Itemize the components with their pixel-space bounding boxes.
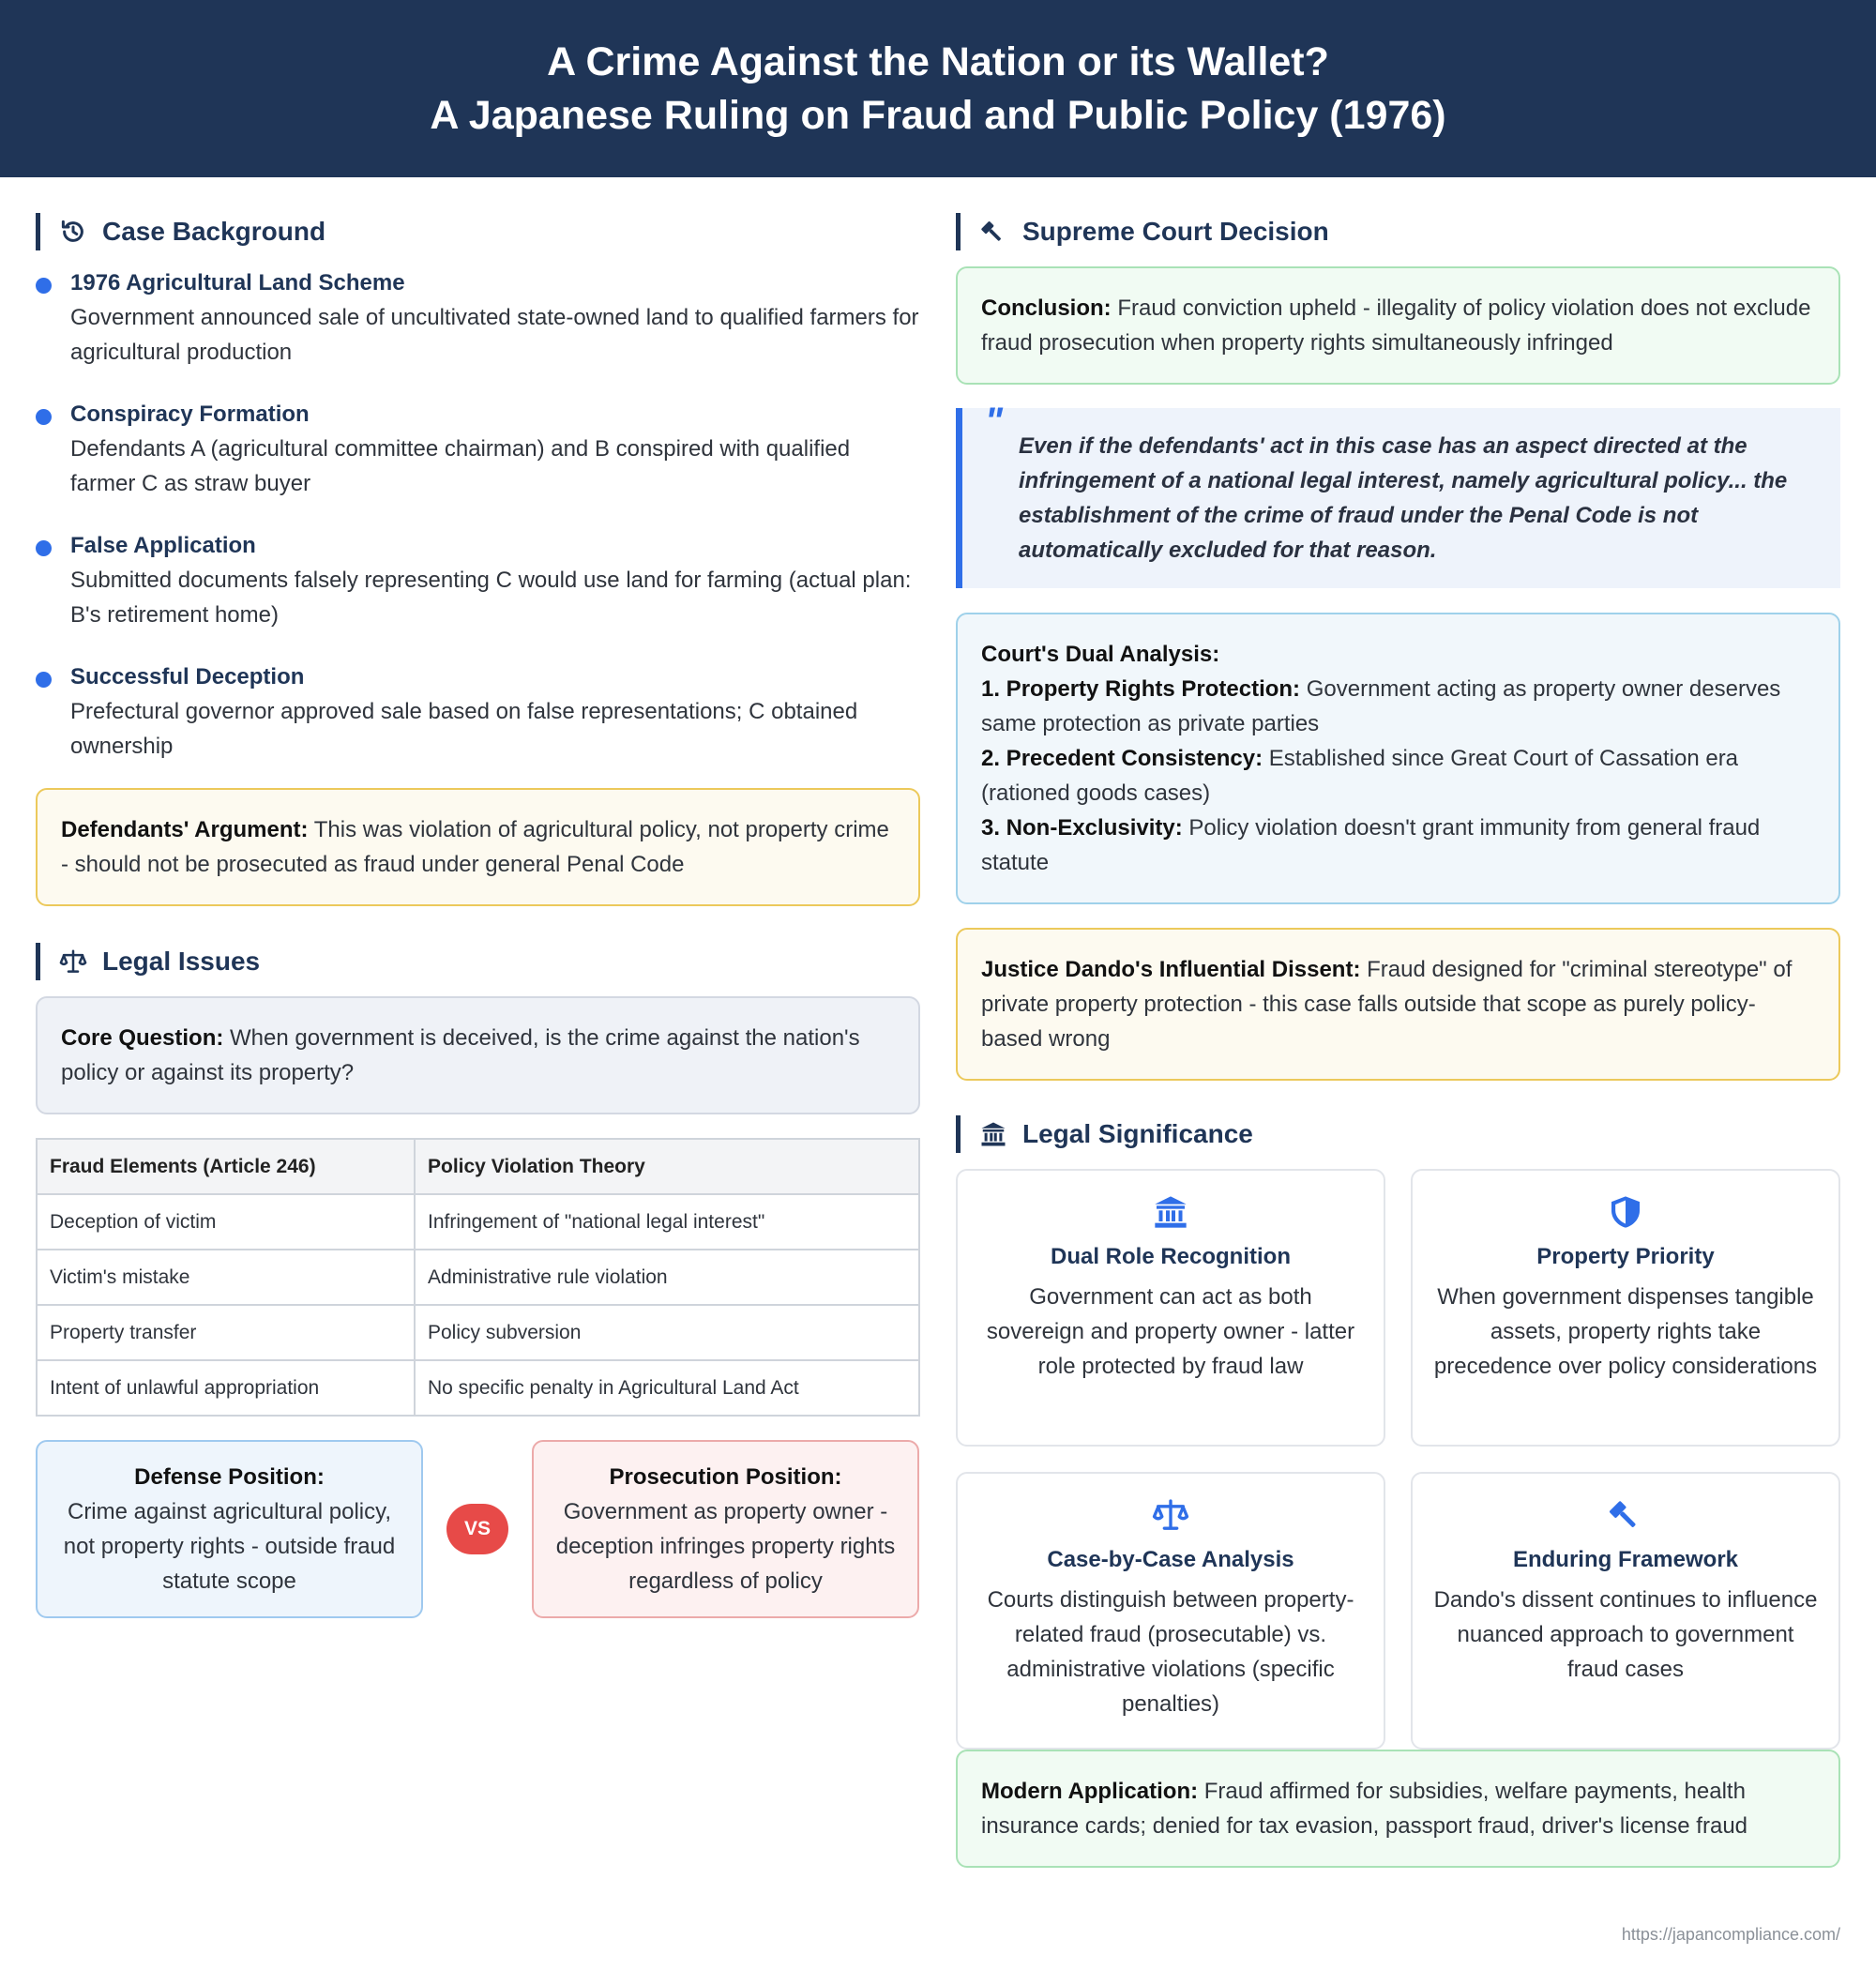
case-background-heading xyxy=(36,210,920,253)
table-cell: Deception of victim xyxy=(37,1194,415,1250)
timeline-dot xyxy=(36,672,52,688)
legal-issues-heading xyxy=(36,940,920,983)
heading-accent-bar xyxy=(956,213,961,250)
scales-icon xyxy=(59,947,87,976)
positions-comparison xyxy=(36,1440,920,1618)
supreme-court-decision-heading xyxy=(956,210,1840,253)
analysis-point xyxy=(981,741,1815,811)
table-cell: No specific penalty in Agricultural Land Act xyxy=(415,1360,919,1416)
section-title: Case Background xyxy=(102,217,326,246)
timeline-dot xyxy=(36,540,52,556)
left-column xyxy=(36,210,920,1618)
right-column xyxy=(956,210,1840,1868)
timeline-text: Prefectural governor approved sale based on false representations; C obtained ownership xyxy=(70,699,858,759)
timeline-heading: False Application xyxy=(70,533,256,558)
core-question-text: When government is deceived, is the crime against the nation's policy or against its property? xyxy=(61,1025,860,1085)
quote-text: Even if the defendants' act in this case has an aspect directed at the infringement of a national legal interest, namely agricultural policy... the establishment of the crime of fraud under the Penal Code is not automatically excluded for that reason. xyxy=(1019,433,1788,563)
scales-icon xyxy=(978,1494,1363,1536)
bank-icon xyxy=(979,1120,1007,1148)
significance-card xyxy=(956,1472,1385,1750)
dissent-box xyxy=(956,928,1840,1081)
defense-position-box xyxy=(36,1440,423,1618)
quote-mark-icon: " xyxy=(985,401,1003,442)
timeline-heading: 1976 Agricultural Land Scheme xyxy=(70,270,405,296)
defendants-argument-box xyxy=(36,788,920,906)
table-row xyxy=(37,1250,919,1305)
card-heading: Enduring Framework xyxy=(1512,1547,1739,1572)
timeline-dot xyxy=(36,278,52,294)
defendants-argument-label: Defendants' Argument: xyxy=(61,817,309,842)
defense-position-label: Defense Position: xyxy=(134,1464,325,1490)
dissent-text: Fraud designed for "criminal stereotype" of private property protection - this case falls outside that scope as purely policy-based wrong xyxy=(981,957,1793,1052)
timeline-item xyxy=(36,529,920,632)
prosecution-position-box xyxy=(532,1440,919,1618)
card-heading: Dual Role Recognition xyxy=(1050,1244,1291,1269)
timeline-item xyxy=(36,266,920,370)
gavel-icon xyxy=(979,218,1007,246)
analysis-label: 2. Precedent Consistency: xyxy=(981,746,1263,771)
timeline-item xyxy=(36,660,920,764)
gavel-icon xyxy=(1433,1494,1818,1536)
core-question-box xyxy=(36,996,920,1114)
significance-card xyxy=(1411,1169,1840,1447)
table-row xyxy=(37,1360,919,1416)
timeline-heading: Successful Deception xyxy=(70,664,305,690)
analysis-text: Policy violation doesn't grant immunity from general fraud statute xyxy=(981,815,1761,875)
court-quote xyxy=(956,401,1840,588)
card-heading: Case-by-Case Analysis xyxy=(1047,1547,1294,1572)
core-question-label: Core Question: xyxy=(61,1025,224,1051)
significance-card xyxy=(956,1169,1385,1447)
timeline-text: Defendants A (agricultural committee chairman) and B conspired with qualified farmer C as straw buyer xyxy=(70,436,851,496)
modern-application-label: Modern Application: xyxy=(981,1779,1199,1804)
analysis-point xyxy=(981,811,1815,880)
defense-position-text: Crime against agricultural policy, not property rights - outside fraud statute scope xyxy=(63,1499,396,1594)
table-cell: Intent of unlawful appropriation xyxy=(37,1360,415,1416)
analysis-text: Government acting as property owner deserves same protection as private parties xyxy=(981,676,1781,736)
comparison-table xyxy=(36,1138,920,1417)
timeline-text: Government announced sale of uncultivated state-owned land to qualified farmers for agricultural production xyxy=(70,305,919,365)
modern-application-box xyxy=(956,1750,1840,1868)
table-row xyxy=(37,1194,919,1250)
significance-cards xyxy=(956,1169,1840,1750)
analysis-label: 3. Non-Exclusivity: xyxy=(981,815,1183,841)
table-cell: Administrative rule violation xyxy=(415,1250,919,1305)
timeline-item xyxy=(36,398,920,501)
page-title-line-1: A Crime Against the Nation or its Wallet? xyxy=(547,38,1329,84)
defendants-argument-text: This was violation of agricultural policy, not property crime - should not be prosecuted as fraud under general Penal Code xyxy=(61,817,889,877)
table-cell: Victim's mistake xyxy=(37,1250,415,1305)
table-cell: Property transfer xyxy=(37,1305,415,1360)
heading-accent-bar xyxy=(36,943,40,980)
conclusion-label: Conclusion: xyxy=(981,296,1112,321)
table-cell: Infringement of "national legal interest" xyxy=(415,1194,919,1250)
significance-card xyxy=(1411,1472,1840,1750)
shield-icon xyxy=(1433,1191,1818,1233)
timeline-text: Submitted documents falsely representing C would use land for farming (actual plan: B's retirement home) xyxy=(70,568,912,628)
modern-application-text: Fraud affirmed for subsidies, welfare payments, health insurance cards; denied for tax evasion, passport fraud, driver's license fraud xyxy=(981,1779,1748,1839)
table-header-cell: Policy Violation Theory xyxy=(415,1139,919,1194)
vs-badge: VS xyxy=(446,1504,508,1554)
prosecution-position-label: Prosecution Position: xyxy=(609,1464,842,1490)
card-text: When government dispenses tangible assets, property rights take precedence over policy considerations xyxy=(1433,1284,1818,1379)
card-text: Government can act as both sovereign and property owner - latter role protected by fraud law xyxy=(986,1284,1355,1379)
dual-analysis-title: Court's Dual Analysis: xyxy=(981,642,1220,667)
analysis-point xyxy=(981,672,1815,741)
section-title: Legal Issues xyxy=(102,947,261,976)
section-title: Supreme Court Decision xyxy=(1022,217,1329,246)
heading-accent-bar xyxy=(956,1115,961,1153)
section-title: Legal Significance xyxy=(1022,1119,1253,1148)
dissent-label: Justice Dando's Influential Dissent: xyxy=(981,957,1361,982)
card-text: Courts distinguish between property-related fraud (prosecutable) vs. administrative violations (specific penalties) xyxy=(987,1587,1354,1717)
dual-analysis-box xyxy=(956,613,1840,904)
analysis-text: Established since Great Court of Cassation era (rationed goods cases) xyxy=(981,746,1739,806)
page-title-line-2: A Japanese Ruling on Fraud and Public Policy (1976) xyxy=(430,92,1446,138)
table-header-cell: Fraud Elements (Article 246) xyxy=(37,1139,415,1194)
prosecution-position-text: Government as property owner - deception infringes property rights regardless of policy xyxy=(555,1499,896,1594)
history-icon xyxy=(59,218,87,246)
timeline-heading: Conspiracy Formation xyxy=(70,402,310,427)
page-header xyxy=(0,0,1876,177)
source-url: https://japancompliance.com/ xyxy=(1621,1925,1840,1944)
card-text: Dando's dissent continues to influence nuanced approach to government fraud cases xyxy=(1433,1587,1818,1682)
bank-icon xyxy=(978,1191,1363,1233)
conclusion-box xyxy=(956,266,1840,385)
table-header-row xyxy=(37,1139,919,1194)
table-row xyxy=(37,1305,919,1360)
card-heading: Property Priority xyxy=(1536,1244,1715,1269)
legal-significance-heading xyxy=(956,1113,1840,1156)
table-cell: Policy subversion xyxy=(415,1305,919,1360)
conclusion-text: Fraud conviction upheld - illegality of policy violation does not exclude fraud prosecution when property rights simultaneously infringed xyxy=(981,296,1811,356)
analysis-label: 1. Property Rights Protection: xyxy=(981,676,1301,702)
heading-accent-bar xyxy=(36,213,40,250)
timeline-dot xyxy=(36,409,52,425)
